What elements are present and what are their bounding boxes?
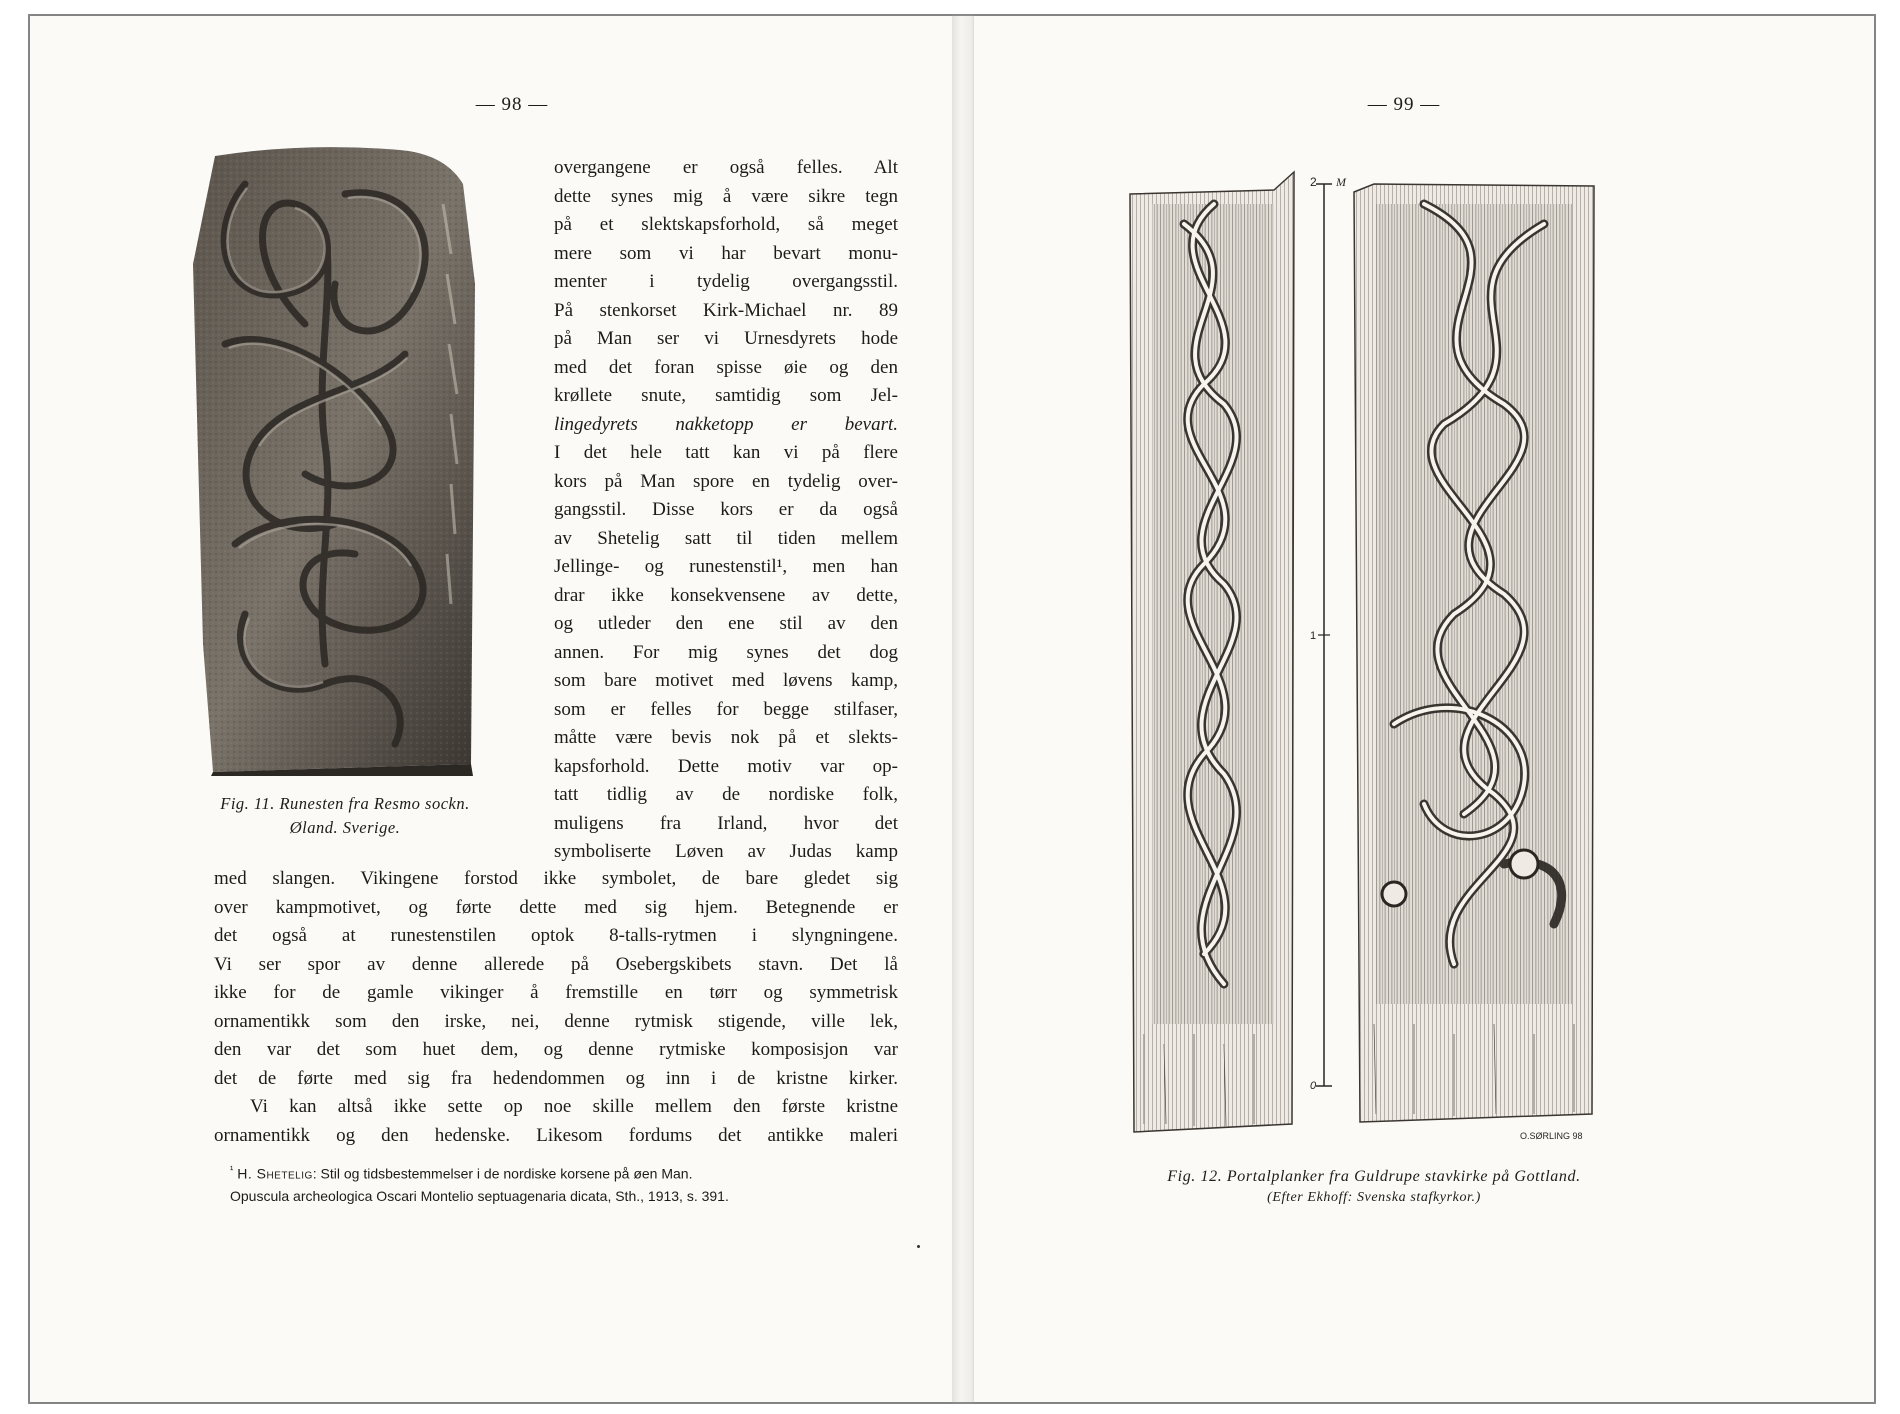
text-line: ikke for de gamle vikinger å fremstille en tørr og symmetrisk — [214, 982, 898, 1003]
text-line: den var det som huet dem, og denne rytmiske komposisjon var — [214, 1039, 898, 1060]
footnote — [230, 1160, 898, 1207]
body-text-full-width — [214, 865, 898, 1150]
scale-label-unit: M — [1336, 175, 1346, 189]
scale-label-bottom: 0 — [1310, 1080, 1317, 1092]
text-line: I det hele tatt kan vi på flere — [554, 442, 898, 463]
footnote-author: H. Shetelig — [237, 1165, 313, 1182]
ink-speck — [917, 1245, 920, 1248]
scale-label-top: 2 — [1310, 175, 1317, 189]
text-line: over kampmotivet, og førte dette med sig hjem. Betegnende er — [214, 896, 898, 918]
figure-12-caption — [1094, 1166, 1654, 1208]
text-line: gangsstil. Disse kors er da også — [554, 499, 898, 520]
text-line: annen. For mig synes det dog — [554, 641, 898, 663]
left-page — [30, 16, 952, 1402]
text-line: med slangen. Vikingene forstod ikke symbolet, de bare gledet sig — [214, 868, 898, 889]
figure-11-caption-line2: Øland. Sverige. — [289, 818, 401, 837]
text-line: og utleder den ene stil av den — [554, 613, 898, 634]
right-page — [974, 16, 1874, 1402]
body-text-column — [554, 154, 898, 867]
text-line: muligens fra Irland, hvor det — [554, 812, 898, 834]
text-line: av Shetelig satt til tiden mellem — [554, 527, 898, 549]
figure-11-caption — [180, 792, 510, 840]
figure-12-portal-planks-engraving — [1124, 164, 1600, 1142]
page-number-right: — 99 — — [1367, 94, 1441, 115]
text-line: det også at runestenstilen optok 8-talls-rytmen i slyngningene. — [214, 925, 898, 946]
figure-12-caption-line2: (Efter Ekhoff: Svenska stafkyrkor.) — [1267, 1190, 1481, 1205]
footnote-mark: ¹ — [230, 1165, 234, 1176]
text-line: dette synes mig å være sikre tegn — [554, 185, 898, 207]
book-gutter — [952, 16, 974, 1402]
text-line: symboliserte Løven av Judas kamp — [554, 841, 898, 862]
text-line: overgangene er også felles. Alt — [554, 157, 898, 178]
text-line: måtte være bevis nok på et slekts- — [554, 727, 898, 748]
text-line: ornamentikk som den irske, nei, denne rytmisk stigende, ville lek, — [214, 1010, 898, 1032]
figure-11-caption-line1: Fig. 11. Runesten fra Resmo sockn. — [220, 794, 470, 813]
text-line: som er felles for begge stilfaser, — [554, 698, 898, 720]
text-line: det de førte med sig fra hedendommen og inn i de kristne kirker. — [214, 1067, 898, 1089]
text-line: drar ikke konsekvensene av dette, — [554, 584, 898, 606]
text-line: på Man ser vi Urnesdyrets hode — [554, 328, 898, 349]
text-line: kors på Man spore en tydelig over- — [554, 470, 898, 492]
text-line: ornamentikk og den hedenske. Likesom fordums det antikke maleri — [214, 1124, 898, 1146]
book-spread — [28, 14, 1876, 1404]
scale-label-mid: 1 — [1310, 630, 1317, 642]
text-line: med det foran spisse øie og den — [554, 356, 898, 378]
text-line: Vi ser spor av denne allerede på Osebergskibets stavn. Det lå — [214, 953, 898, 975]
text-line: på et slektskapsforhold, så meget — [554, 214, 898, 235]
footnote-line2: Opuscula archeologica Oscari Montelio septuagenaria dicata, Sth., 1913, s. 391. — [230, 1187, 729, 1204]
figure-11-runestone-photo — [185, 144, 480, 776]
text-line: kapsforhold. Dette motiv var op- — [554, 755, 898, 777]
text-line-italic: lingedyrets nakketopp er bevart. — [554, 413, 898, 435]
text-line: Jellinge- og runestenstil¹, men han — [554, 556, 898, 577]
page-number-left: — 98 — — [475, 94, 549, 115]
portal-planks-image — [1124, 164, 1600, 1142]
footnote-line1 — [230, 1160, 898, 1185]
figure-12-caption-line1: Fig. 12. Portalplanker fra Guldrupe stavkirke på Gottland. — [1167, 1168, 1581, 1185]
text-line: menter i tydelig overgangsstil. — [554, 271, 898, 292]
text-line-indented: Vi kan altså ikke sette op noe skille mellem den første kristne — [250, 1096, 898, 1117]
text-line: På stenkorset Kirk-Michael nr. 89 — [554, 299, 898, 321]
runestone-image — [185, 144, 480, 776]
text-line: tatt tidlig av de nordiske folk, — [554, 784, 898, 805]
text-line: krøllete snute, samtidig som Jel- — [554, 385, 898, 406]
artist-signature: O.SØRLING 98 — [1520, 1131, 1583, 1141]
footnote-line1-text: : Stil og tidsbestemmelser i de nordiske korsene på øen Man. — [312, 1165, 693, 1182]
text-line: som bare motivet med løvens kamp, — [554, 670, 898, 691]
text-line: mere som vi har bevart monu- — [554, 242, 898, 264]
